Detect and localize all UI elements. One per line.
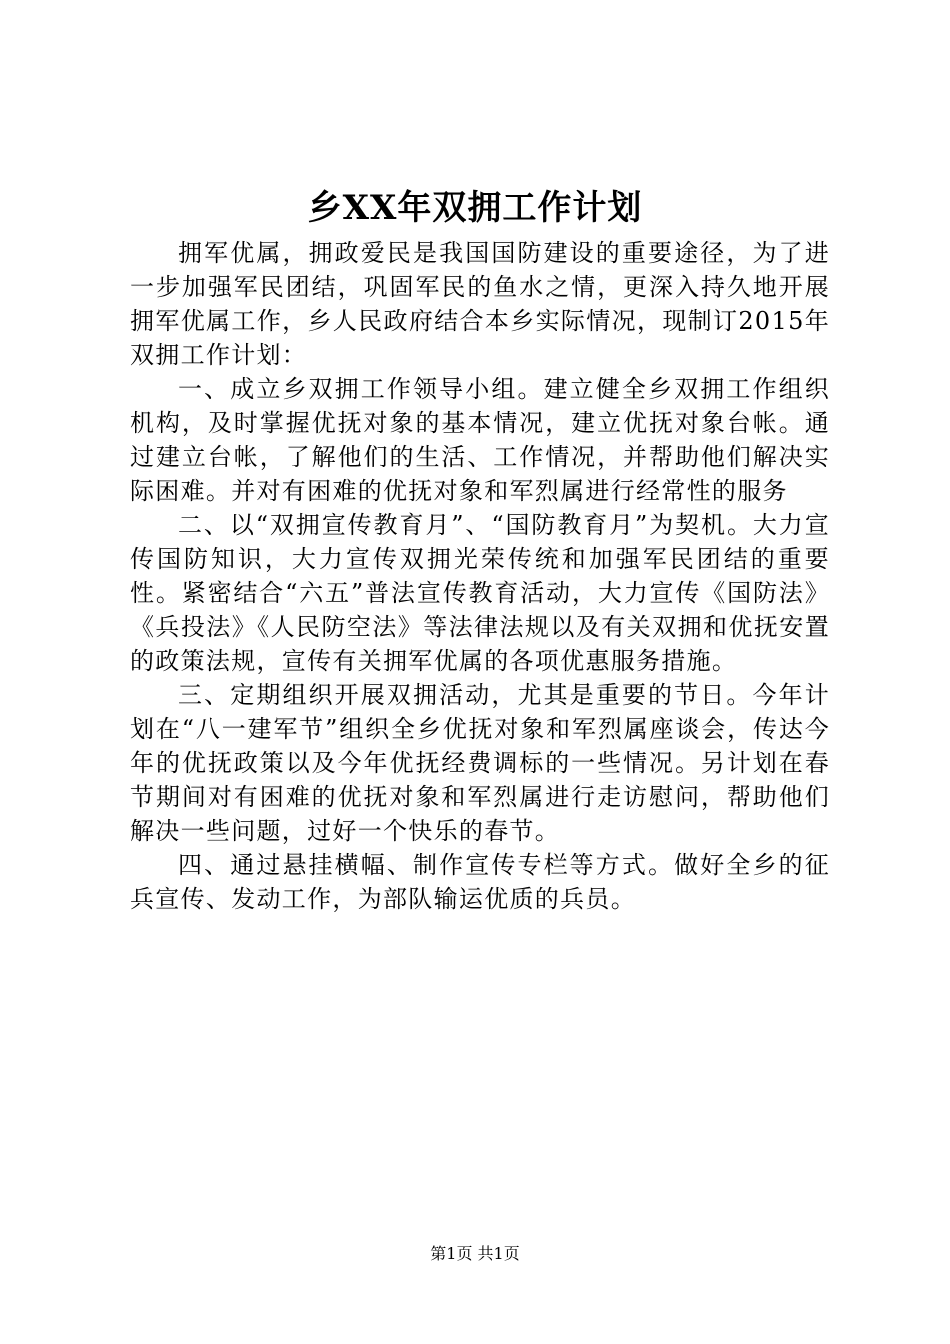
intro-paragraph: 拥军优属，拥政爱民是我国国防建设的重要途径，为了进一步加强军民团结，巩固军民的鱼水之情，更深入持久地开展拥军优属工作，乡人民政府结合本乡实际情况，现制订2015年双拥工作计划： — [130, 239, 830, 369]
section-3-paragraph: 三、定期组织开展双拥活动，尤其是重要的节日。今年计划在“八一建军节”组织全乡优抚对象和军烈属座谈会，传达今年的优抚政策以及今年优抚经费调标的一些情况。另计划在春节期间对有困难的优抚对象和军烈属进行走访慰问，帮助他们解决一些问题，过好一个快乐的春节。 — [130, 681, 830, 845]
document-title: 乡XX年双拥工作计划 — [307, 188, 643, 228]
page-number-footer: 第1页 共1页 — [430, 1244, 520, 1263]
document-body — [130, 236, 830, 916]
section-2-paragraph: 二、以“双拥宣传教育月”、“国防教育月”为契机。大力宣传国防知识，大力宣传双拥光荣传统和加强军民团结的重要性。紧密结合“六五”普法宣传教育活动，大力宣传《国防法》《兵投法》《人民防空法》等法律法规以及有关双拥和优抚安置的政策法规，宣传有关拥军优属的各项优惠服务措施。 — [130, 511, 830, 675]
section-4-paragraph: 四、通过悬挂横幅、制作宣传专栏等方式。做好全乡的征兵宣传、发动工作，为部队输运优质的兵员。 — [130, 851, 830, 913]
section-1-paragraph: 一、成立乡双拥工作领导小组。建立健全乡双拥工作组织机构，及时掌握优抚对象的基本情况，建立优抚对象台帐。通过建立台帐，了解他们的生活、工作情况，并帮助他们解决实际困难。并对有困难的优抚对象和军烈属进行经常性的服务 — [130, 375, 830, 505]
